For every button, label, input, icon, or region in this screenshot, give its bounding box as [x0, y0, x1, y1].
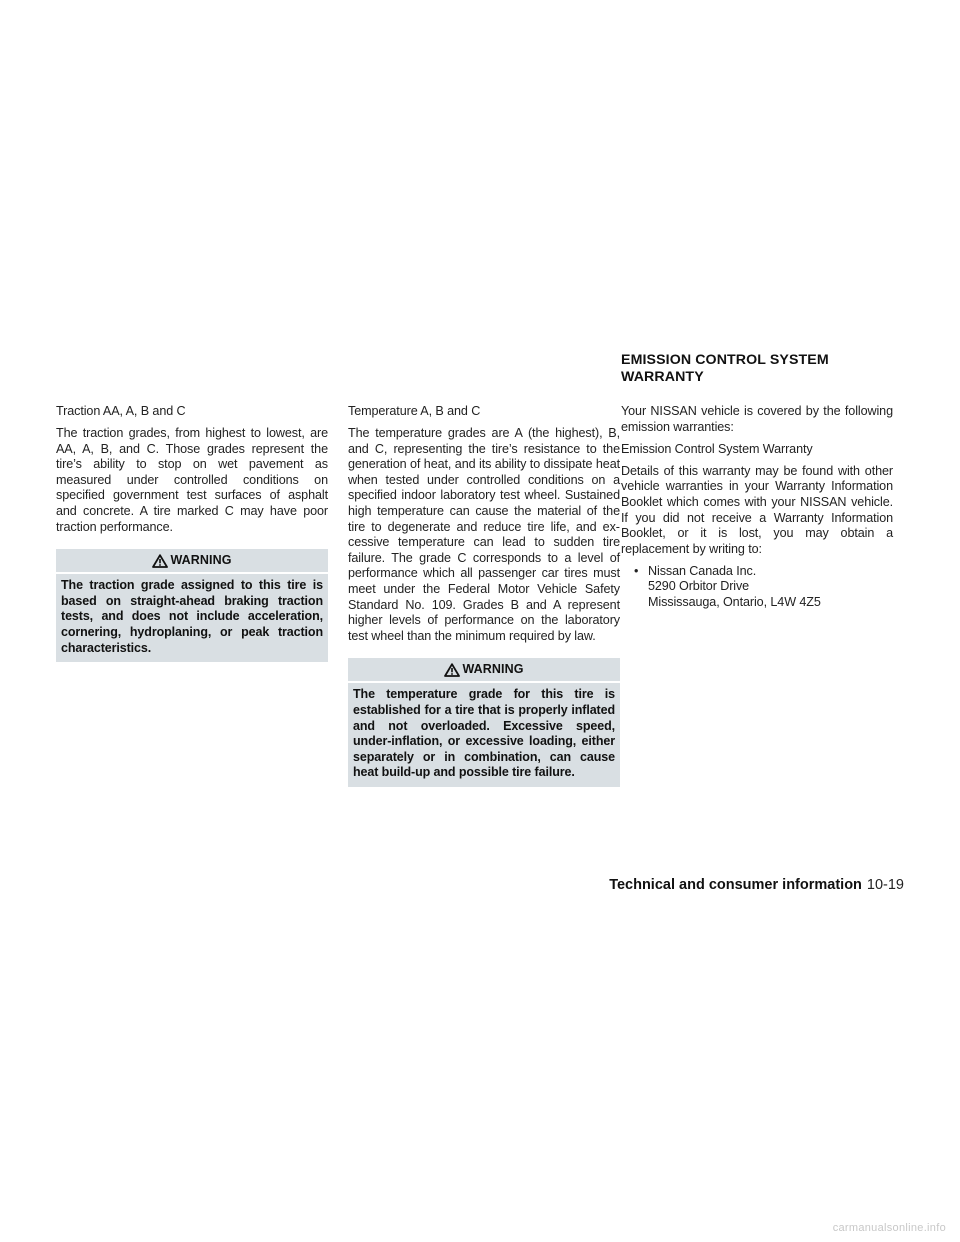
section-title-line-2: WARRANTY: [621, 369, 704, 385]
warning-header: [56, 549, 328, 572]
column-temperature: [348, 404, 620, 787]
emission-details-paragraph: Details of this warranty may be found with other vehicle warranties in your Warranty Information Booklet which comes with your NISSAN vehicle. If you did not receive a Warranty Information Booklet, or it is lost, you may obtain a replacement by writing to:: [621, 463, 893, 556]
temperature-warning-text: The temperature grade for this tire is established for a tire that is properly inflated and not overloaded. Excessive speed, under-inflation, or excessive loading, either separately or in combination, can cause heat build-up and possible tire failure.: [348, 681, 620, 787]
emission-intro-paragraph: Your NISSAN vehicle is covered by the following emission warranties:: [621, 404, 893, 434]
traction-warning-box: [56, 549, 328, 662]
watermark-text: carmanualsonline.info: [832, 1222, 946, 1234]
traction-heading: Traction AA, A, B and C: [56, 404, 186, 418]
warning-label: WARNING: [170, 552, 232, 567]
warning-header: [348, 658, 620, 681]
temperature-paragraph: The temperature grades are A (the highest), B, and C, representing the tire’s resistance to the generation of heat, and its ability to dissipate heat when tested under controlled conditions on a specified indoor laboratory test wheel. Sustained high temperature can cause the material of the tire to degenerate and reduce tire life, and excessive temperature can lead to sudden tire failure. The grade C corresponds to a level of performance which all passenger car tires must meet under the Federal Motor Vehicle Safety Standard No. 109. Grades B and A represent higher levels of performance on the laboratory test wheel than the minimum required by law.: [348, 426, 620, 643]
traction-paragraph: The traction grades, from highest to lowest, are AA, A, B, and C. Those grades represent the tire’s ability to stop on wet pavement as measured under controlled conditions on specified government test surfaces of asphalt and concrete. A tire marked C may have poor traction performance.: [56, 426, 328, 534]
temperature-warning-box: [348, 658, 620, 787]
address-line-3: Mississauga, Ontario, L4W 4Z5: [648, 595, 821, 610]
temperature-heading: Temperature A, B and C: [348, 404, 481, 418]
footer-chapter-title: Technical and consumer information: [609, 877, 862, 893]
traction-warning-text: The traction grade assigned to this tire is based on straight-ahead braking traction tests, and does not include acceleration, cornering, hydroplaning, or peak traction characteristics.: [56, 572, 328, 662]
warning-triangle-icon: [152, 554, 168, 568]
section-title-line-1: EMISSION CONTROL SYSTEM: [621, 352, 829, 368]
warning-triangle-icon: [444, 663, 460, 677]
emission-warranty-name: Emission Control System Warranty: [621, 441, 813, 456]
column-traction: [56, 404, 328, 662]
page-number: 10-19: [866, 877, 904, 893]
address-line-2: 5290 Orbitor Drive: [648, 579, 750, 594]
section-title: [621, 352, 829, 386]
address-list-item: [621, 564, 893, 611]
bullet: •: [634, 563, 639, 578]
page-footer: [0, 876, 904, 894]
column-emission-warranty: [621, 404, 893, 611]
address-line-1: Nissan Canada Inc.: [648, 563, 757, 578]
warning-label: WARNING: [462, 662, 524, 677]
